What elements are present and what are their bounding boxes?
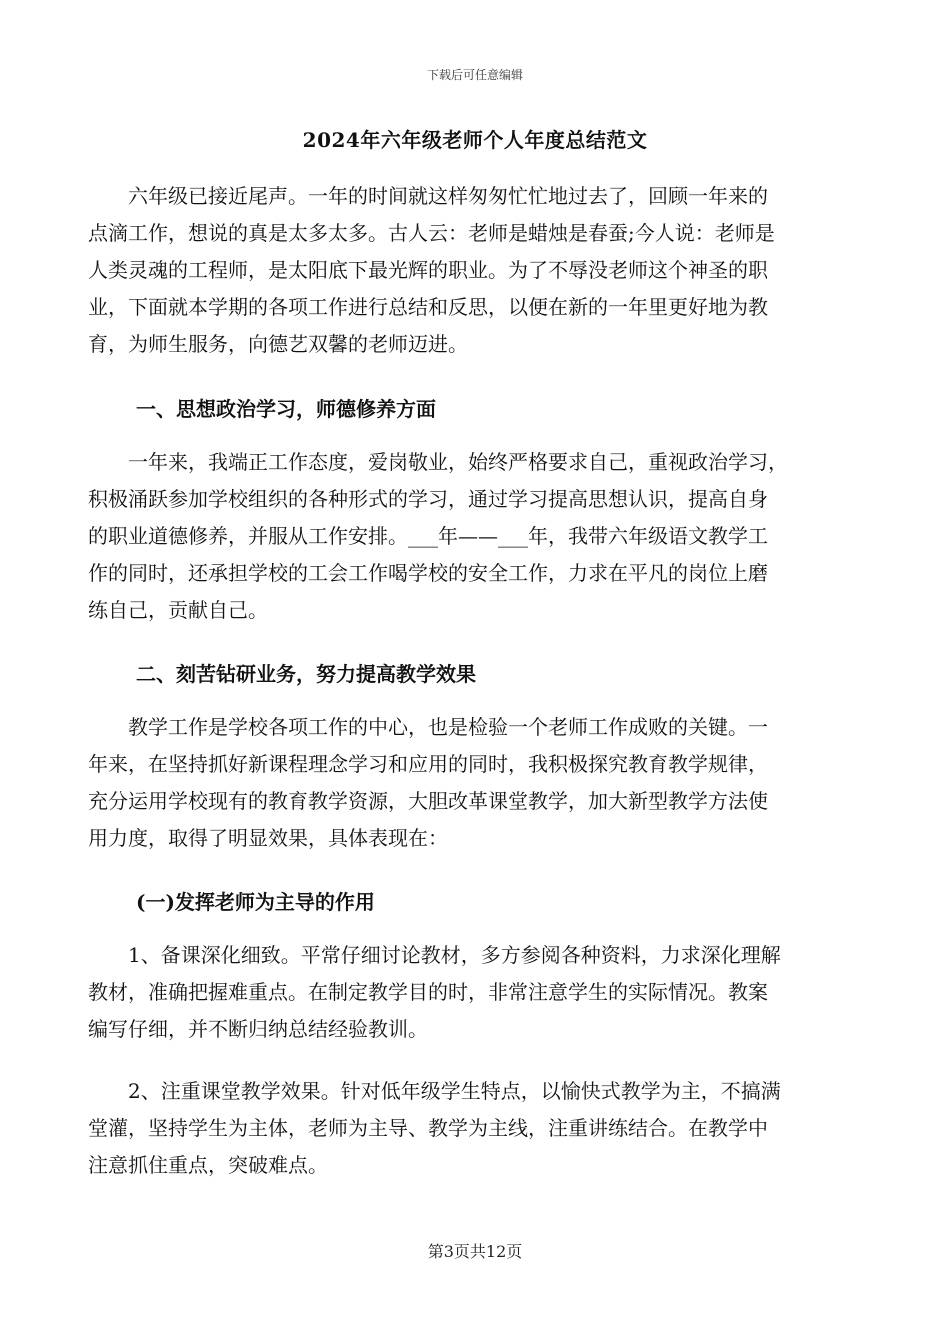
paragraph-line: 积极涌跃参加学校组织的各种形式的学习，通过学习提高思想认识，提高自身	[88, 487, 768, 511]
section2-paragraph	[88, 709, 863, 857]
paragraph-line: 堂灌，坚持学生为主体，老师为主导、教学为主线，注重讲练结合。在教学中	[88, 1116, 768, 1140]
item2-paragraph	[88, 1073, 863, 1184]
paragraph-line: 教学工作是学校各项工作的中心，也是检验一个老师工作成败的关键。一	[88, 715, 768, 739]
section1-paragraph	[88, 444, 863, 629]
section-heading-2: 二、刻苦钻研业务，努力提高教学效果	[136, 662, 476, 686]
paragraph-line: 一年来，我端正工作态度，爱岗敬业，始终严格要求自己，重视政治学习，	[88, 450, 788, 474]
paragraph-line: 人类灵魂的工程师，是太阳底下最光辉的职业。为了不辱没老师这个神圣的职	[88, 258, 768, 282]
subsection-heading-1: (一)发挥老师为主导的作用	[136, 890, 375, 914]
intro-paragraph	[88, 178, 863, 363]
paragraph-line: 点滴工作，想说的真是太多太多。古人云：老师是蜡烛是春蚕;今人说：老师是	[88, 221, 775, 245]
page-footer: 第3页共12页	[427, 1242, 523, 1261]
paragraph-line: 1、备课深化细致。平常仔细讨论教材，多方参阅各种资料，力求深化理解	[88, 943, 781, 967]
paragraph-line: 育，为师生服务，向德艺双馨的老师迈进。	[88, 332, 468, 356]
paragraph-line: 注意抓住重点，突破难点。	[88, 1153, 328, 1177]
paragraph-line: 业，下面就本学期的各项工作进行总结和反思，以便在新的一年里更好地为教	[88, 295, 768, 319]
paragraph-line: 2、注重课堂教学效果。针对低年级学生特点，以愉快式教学为主，不搞满	[88, 1079, 781, 1103]
paragraph-line: 六年级已接近尾声。一年的时间就这样匆匆忙忙地过去了，回顾一年来的	[88, 184, 768, 208]
paragraph-line: 的职业道德修养，并服从工作安排。___年——___年，我带六年级语文教学工	[88, 524, 768, 548]
document-title: 2024年六年级老师个人年度总结范文	[302, 128, 648, 152]
item1-paragraph	[88, 937, 863, 1048]
paragraph-line: 充分运用学校现有的教育教学资源，大胆改革课堂教学，加大新型教学方法使	[88, 789, 768, 813]
paragraph-line: 作的同时，还承担学校的工会工作喝学校的安全工作，力求在平凡的岗位上磨	[88, 561, 768, 585]
paragraph-line: 年来，在坚持抓好新课程理念学习和应用的同时，我积极探究教育教学规律，	[88, 752, 768, 776]
header-note: 下载后可任意编辑	[426, 68, 523, 82]
paragraph-line: 编写仔细，并不断归纳总结经验教训。	[88, 1017, 428, 1041]
paragraph-line: 用力度，取得了明显效果，具体表现在：	[88, 826, 448, 850]
paragraph-line: 教材，准确把握难重点。在制定教学目的时，非常注意学生的实际情况。教案	[88, 980, 768, 1004]
section-heading-1: 一、思想政治学习，师德修养方面	[136, 397, 436, 421]
paragraph-line: 练自己，贡献自己。	[88, 598, 268, 622]
